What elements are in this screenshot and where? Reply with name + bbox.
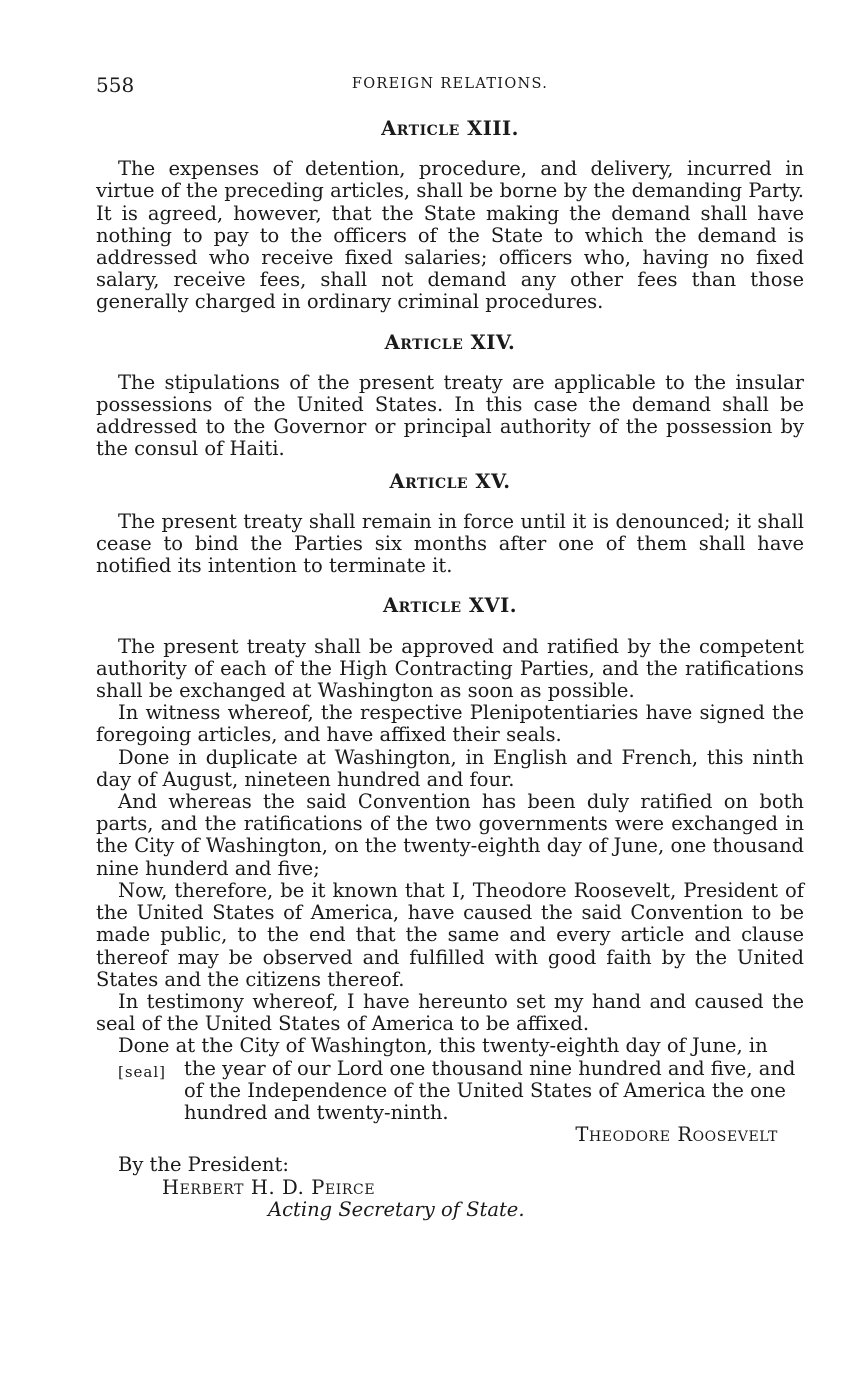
- article-15-text: The present treaty shall remain in force until it is denounced; it shall cease to bind the Parties six months after one of them shall have notified its intention to terminate it.: [96, 509, 804, 578]
- seal-marker: [seal]: [118, 1062, 167, 1081]
- article-16-text: The present treaty shall be approved and ratified by the competent authority of each of the High Contracting Parties, and the ratifications shall be exchanged at Washington as soon as possible.: [96, 634, 804, 703]
- secretary-title: Acting Secretary of State.: [268, 1197, 525, 1221]
- now-therefore-paragraph: Now, therefore, be it known that I, Theodore Roosevelt, President of the United States of America, have caused the said Convention to be made public, to the end that the same and every article and clause thereof may be observed and fulfilled with good faith by the United States and the citizens thereof.: [96, 878, 804, 991]
- article-14-text: The stipulations of the present treaty are applicable to the insular possessions of the United States. In this case the demand shall be addressed to the Governor or principal authority of the possession by the consul of Haiti.: [96, 370, 804, 461]
- article-15-heading: Article XV.: [389, 469, 511, 493]
- page-number: 558: [96, 73, 135, 97]
- president-signature: Theodore Roosevelt: [575, 1123, 778, 1147]
- by-the-president: By the President:: [118, 1153, 289, 1177]
- done-at-continuation: [96, 1058, 804, 1125]
- article-13-heading: Article XIII.: [381, 117, 519, 140]
- done-in-duplicate-paragraph: Done in duplicate at Washington, in English and French, this ninth day of August, nineteen hundred and four.: [96, 745, 804, 791]
- article-16-heading: Article XVI.: [382, 594, 518, 618]
- whereas-paragraph: And whereas the said Convention has been duly ratified on both parts, and the ratifications of the two governments were exchanged in the City of Washington, on the twenty-eighth day of June, one thousand nine hunderd and five;: [96, 790, 804, 880]
- done-at-rest: the year of our Lord one thousand nine hundred and five, and of the Independence of the United States of America the one hundred and twenty-ninth.: [184, 1056, 796, 1124]
- secretary-name: Herbert H. D. Peirce: [162, 1175, 376, 1199]
- running-title: FOREIGN RELATIONS.: [351, 76, 549, 92]
- body-text: [96, 118, 804, 1221]
- page-header: [96, 73, 804, 99]
- article-14-heading: Article XIV.: [384, 330, 516, 354]
- testimony-paragraph: In testimony whereof, I have hereunto set my hand and caused the seal of the United States of America to be affixed.: [96, 989, 804, 1036]
- done-at-first-line: Done at the City of Washington, this twenty-eighth day of June, in: [118, 1034, 768, 1058]
- article-13-text: The expenses of detention, procedure, and delivery, incurred in virtue of the preceding articles, shall be borne by the demanding Party. It is agreed, however, that the State making the demand shall have nothing to pay to the officers of the State to which the demand is addressed who receive fixed salaries; officers who, having no fixed salary, receive fees, shall not demand any other fees than those generally charged in ordinary criminal procedures.: [96, 157, 804, 314]
- witness-paragraph: In witness whereof, the respective Plenipotentiaries have signed the foregoing articles, and have affixed their seals.: [96, 701, 804, 747]
